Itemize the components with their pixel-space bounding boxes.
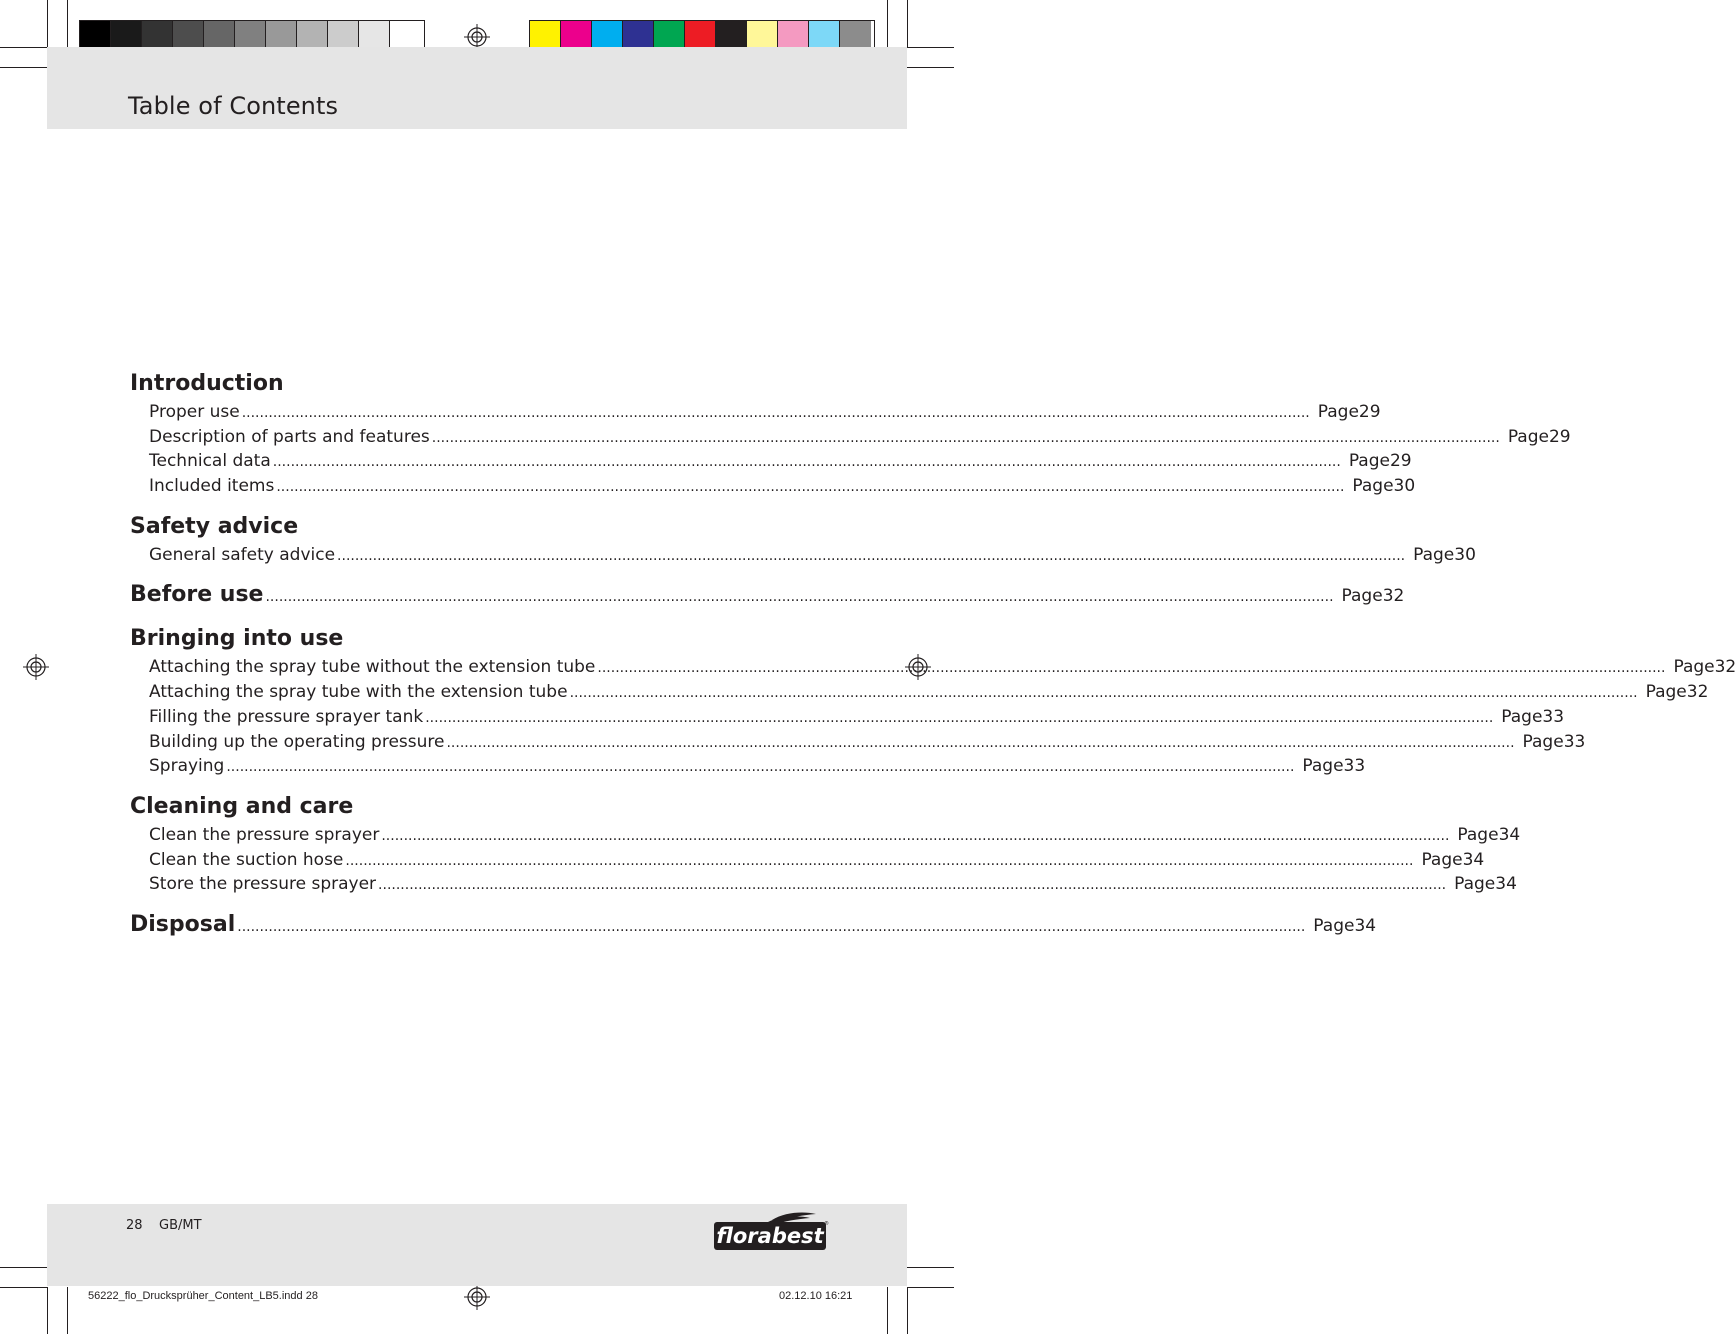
color-swatch xyxy=(111,21,142,49)
svg-text:florabest: florabest xyxy=(716,1224,824,1248)
toc-page-word: Page xyxy=(1421,849,1463,870)
footer-page-number: 28 xyxy=(126,1218,143,1233)
toc-entry[interactable] xyxy=(130,425,1571,450)
process-color-bar xyxy=(529,20,875,50)
toc-page-number: 32 xyxy=(1382,586,1405,607)
color-swatch xyxy=(685,21,716,49)
toc-page-number: 29 xyxy=(1358,402,1381,422)
toc-section xyxy=(130,909,1377,941)
toc-leader-dots xyxy=(345,849,1413,874)
toc-entry-label: Clean the pressure sprayer xyxy=(149,824,380,845)
toc-page-word: Page xyxy=(1673,657,1715,678)
toc-entry[interactable] xyxy=(130,680,1709,705)
crop-mark xyxy=(47,1287,48,1334)
toc-entry-label: General safety advice xyxy=(149,544,336,565)
toc-section-title[interactable]: Cleaning and care xyxy=(130,793,354,819)
toc-page-number: 33 xyxy=(1563,731,1586,752)
toc-leader-dots xyxy=(265,581,1333,613)
registration-mark-icon xyxy=(464,1284,490,1310)
slug-file-info: 56222_flo_Drucksprüher_Content_LB5.indd 28 xyxy=(88,1290,318,1302)
toc-leader-dots xyxy=(237,911,1305,943)
toc-page-word: Page xyxy=(1352,476,1394,497)
color-swatch xyxy=(266,21,297,49)
color-swatch xyxy=(235,21,266,49)
crop-mark xyxy=(887,1287,888,1334)
color-swatch xyxy=(778,21,809,49)
toc-page-number: 33 xyxy=(1343,756,1366,777)
color-swatch xyxy=(623,21,654,49)
toc-entry[interactable] xyxy=(130,705,1565,730)
crop-mark xyxy=(907,67,954,68)
crop-mark xyxy=(67,0,68,47)
toc-page-word: Page xyxy=(1341,586,1383,607)
color-swatch xyxy=(390,21,421,49)
toc-page-number: 34 xyxy=(1354,915,1377,936)
toc-entry-label: Included items xyxy=(149,476,275,497)
toc-entry[interactable] xyxy=(130,655,1736,680)
toc-page-number: 33 xyxy=(1542,706,1565,727)
toc-page-word: Page xyxy=(1645,682,1687,703)
color-swatch xyxy=(142,21,173,49)
crop-mark xyxy=(907,1267,954,1268)
toc-leader-dots xyxy=(446,731,1514,756)
toc-page-word: Page xyxy=(1507,426,1549,447)
toc-section xyxy=(130,623,1736,778)
toc-leader-dots xyxy=(570,681,1638,706)
toc-entry-label: Proper use xyxy=(149,402,240,422)
svg-text:®: ® xyxy=(824,1221,829,1227)
toc-entry[interactable] xyxy=(130,872,1517,897)
crop-mark xyxy=(0,47,47,48)
toc-page-number: 32 xyxy=(1686,682,1709,703)
table-of-contents xyxy=(130,368,1736,953)
crop-mark xyxy=(47,0,48,47)
crop-mark xyxy=(0,67,47,68)
toc-leader-dots xyxy=(337,544,1405,569)
toc-leader-dots xyxy=(273,450,1341,475)
color-swatch xyxy=(204,21,235,49)
toc-page-number: 34 xyxy=(1498,824,1521,845)
toc-page-number: 29 xyxy=(1548,426,1571,447)
toc-leader-dots xyxy=(597,656,1665,681)
toc-page-word: Page xyxy=(1501,706,1543,727)
color-swatch xyxy=(840,21,871,49)
crop-mark xyxy=(907,1287,954,1288)
toc-section-title[interactable]: Safety advice xyxy=(130,513,299,539)
color-swatch xyxy=(809,21,840,49)
toc-entry-label: Technical data xyxy=(149,451,271,472)
toc-page-word: Page xyxy=(1302,756,1344,777)
grayscale-color-bar xyxy=(79,20,425,50)
toc-page-word: Page xyxy=(1348,451,1390,472)
crop-mark xyxy=(0,1287,47,1288)
registration-mark-icon xyxy=(23,654,49,680)
toc-page-word: Page xyxy=(1457,824,1499,845)
toc-leader-dots xyxy=(378,873,1446,898)
toc-entry-label: Description of parts and features xyxy=(149,426,430,447)
toc-entry[interactable] xyxy=(130,449,1412,474)
toc-page-word: Page xyxy=(1454,874,1496,895)
crop-mark xyxy=(907,1287,908,1334)
toc-entry-label: Store the pressure sprayer xyxy=(149,874,377,895)
toc-page-word: Page xyxy=(1317,402,1359,422)
toc-entry[interactable] xyxy=(130,730,1586,755)
crop-mark xyxy=(67,1287,68,1334)
toc-section-heading[interactable] xyxy=(130,909,1377,941)
toc-section-title[interactable]: Bringing into use xyxy=(130,626,344,652)
toc-entry[interactable] xyxy=(130,848,1485,873)
toc-leader-dots xyxy=(381,824,1449,849)
toc-entry-label: Filling the pressure sprayer tank xyxy=(149,706,424,727)
toc-page-number: 30 xyxy=(1393,476,1416,497)
toc-leader-dots xyxy=(242,401,1310,426)
toc-entry-label: Spraying xyxy=(149,756,225,777)
color-swatch xyxy=(530,21,561,49)
toc-page-word: Page xyxy=(1522,731,1564,752)
toc-page-number: 29 xyxy=(1389,451,1412,472)
color-swatch xyxy=(359,21,390,49)
crop-mark xyxy=(907,47,954,48)
toc-section xyxy=(130,579,1405,611)
toc-entry[interactable] xyxy=(130,823,1521,848)
toc-page-number: 34 xyxy=(1462,849,1485,870)
color-swatch xyxy=(80,21,111,49)
toc-page-word: Page xyxy=(1313,915,1355,936)
color-swatch xyxy=(654,21,685,49)
toc-page-number: 34 xyxy=(1495,874,1517,895)
color-swatch xyxy=(173,21,204,49)
footer-region-code: GB/MT xyxy=(159,1218,202,1233)
toc-leader-dots xyxy=(432,426,1500,451)
toc-page-word: Page xyxy=(1413,544,1455,565)
color-swatch xyxy=(328,21,359,49)
toc-section-heading[interactable] xyxy=(130,579,1405,611)
toc-entry[interactable] xyxy=(130,474,1416,499)
toc-entry[interactable] xyxy=(130,543,1476,568)
toc-page-number: 32 xyxy=(1714,657,1736,678)
toc-entry[interactable] xyxy=(130,754,1366,779)
color-swatch xyxy=(297,21,328,49)
toc-section xyxy=(130,511,1476,568)
crop-mark xyxy=(887,0,888,47)
toc-section-title: Before use xyxy=(130,582,264,608)
toc-entry-label: Attaching the spray tube without the extension tube xyxy=(149,657,596,678)
toc-entry-label: Attaching the spray tube with the extension tube xyxy=(149,682,568,703)
color-swatch xyxy=(561,21,592,49)
crop-mark xyxy=(907,0,908,47)
toc-page-number: 30 xyxy=(1454,544,1476,565)
toc-section-title[interactable]: Introduction xyxy=(130,371,284,396)
slug-datetime: 02.12.10 16:21 xyxy=(779,1290,853,1302)
toc-entry[interactable] xyxy=(130,400,1381,425)
florabest-logo xyxy=(712,1210,828,1252)
toc-section xyxy=(130,368,1571,499)
toc-section-title: Disposal xyxy=(130,911,236,937)
crop-mark xyxy=(0,1267,47,1268)
color-swatch xyxy=(592,21,623,49)
toc-leader-dots xyxy=(425,706,1493,731)
toc-leader-dots xyxy=(226,755,1294,780)
toc-entry-label: Clean the suction hose xyxy=(149,849,344,870)
toc-leader-dots xyxy=(276,475,1344,500)
toc-entry-label: Building up the operating pressure xyxy=(149,731,445,752)
color-swatch xyxy=(747,21,778,49)
page-title: Table of Contents xyxy=(128,92,339,120)
color-swatch xyxy=(716,21,747,49)
toc-section xyxy=(130,791,1521,897)
